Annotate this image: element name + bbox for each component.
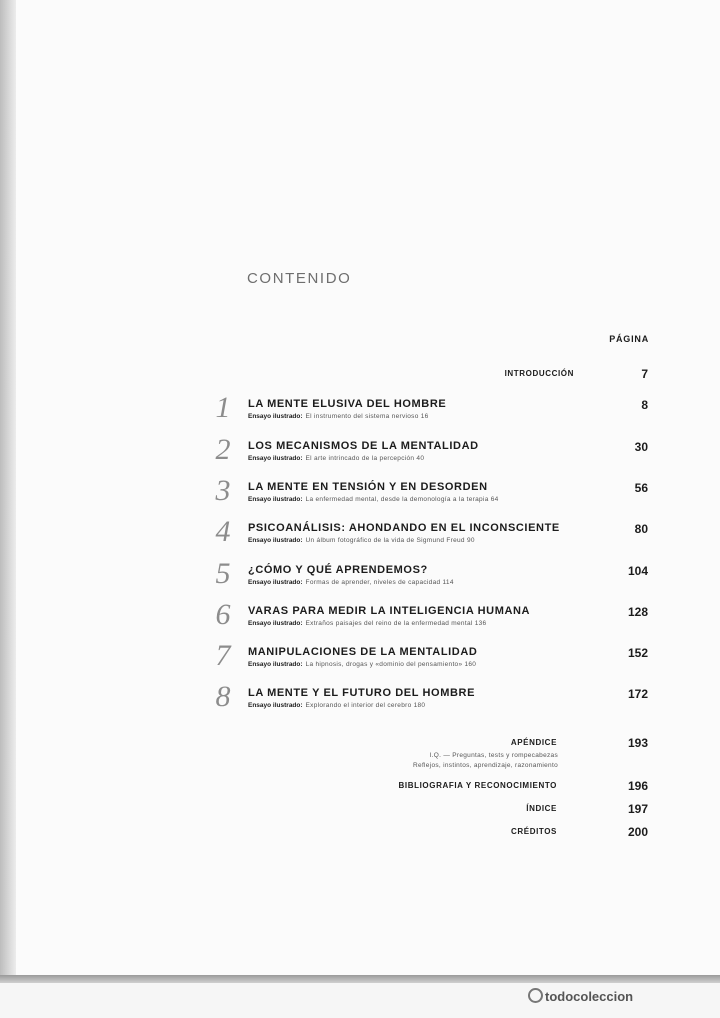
- appendix-label: APÉNDICE: [510, 738, 557, 747]
- toc-appendix-row[interactable]: [0, 736, 720, 752]
- toc-bibliography-row[interactable]: [0, 779, 720, 795]
- chapter-title: MANIPULACIONES DE LA MENTALIDAD: [248, 646, 478, 658]
- page-edge-shadow: [0, 975, 720, 983]
- chapter-number: 8: [215, 680, 231, 713]
- chapter-title: LA MENTE Y EL FUTURO DEL HOMBRE: [248, 687, 476, 699]
- chapter-number: 6: [215, 598, 231, 631]
- chapter-page: 80: [634, 522, 648, 536]
- watermark: [528, 988, 633, 1004]
- essay-label: Ensayo ilustrado:: [248, 496, 303, 503]
- essay-label: Ensayo ilustrado:: [248, 455, 303, 462]
- bibliography-label: BIBLIOGRAFIA Y RECONOCIMIENTO: [398, 781, 557, 790]
- essay-line: [248, 702, 425, 709]
- chapter-page: 30: [634, 440, 648, 454]
- essay-label: Ensayo ilustrado:: [248, 537, 303, 544]
- bibliography-page: 196: [627, 779, 648, 793]
- chapter-title: VARAS PARA MEDIR LA INTELIGENCIA HUMANA: [248, 605, 531, 617]
- credits-label: CRÉDITOS: [511, 827, 557, 836]
- toc-chapter-1[interactable]: [0, 391, 720, 438]
- essay-label: Ensayo ilustrado:: [248, 702, 303, 709]
- essay-label: Ensayo ilustrado:: [248, 579, 303, 586]
- chapter-page: 152: [627, 646, 648, 660]
- toc-chapter-6[interactable]: [0, 598, 720, 645]
- essay-label: Ensayo ilustrado:: [248, 620, 303, 627]
- chapter-title: LA MENTE ELUSIVA DEL HOMBRE: [248, 398, 447, 410]
- chapter-title: PSICOANÁLISIS: AHONDANDO EN EL INCONSCIENTE: [248, 522, 560, 534]
- essay-title: El arte intrincado de la percepción 40: [305, 455, 425, 462]
- essay-label: Ensayo ilustrado:: [248, 413, 303, 420]
- chapter-number: 7: [215, 639, 231, 672]
- essay-line: [248, 579, 454, 586]
- essay-line: [248, 620, 486, 627]
- essay-label: Ensayo ilustrado:: [248, 661, 303, 668]
- essay-title: Extraños paisajes del reino de la enfermedad mental 136: [305, 620, 487, 627]
- watermark-logo-icon: [528, 988, 543, 1003]
- essay-title: La hipnosis, drogas y «dominio del pensamiento» 160: [305, 661, 477, 668]
- index-label: ÍNDICE: [526, 804, 557, 813]
- index-page: 197: [627, 802, 648, 816]
- toc-chapter-8[interactable]: [0, 680, 720, 727]
- appendix-subline-2: Reflejos, instintos, aprendizaje, razonamiento: [413, 762, 558, 769]
- chapter-title: ¿CÓMO Y QUÉ APRENDEMOS?: [248, 564, 428, 576]
- essay-line: [248, 455, 424, 462]
- chapter-number: 4: [215, 515, 231, 548]
- essay-line: [248, 413, 429, 420]
- chapter-number: 1: [215, 391, 231, 424]
- appendix-subline-1: I.Q. — Preguntas, tests y rompecabezas: [429, 752, 558, 759]
- chapter-title: LOS MECANISMOS DE LA MENTALIDAD: [248, 440, 479, 452]
- intro-page: 7: [641, 367, 648, 381]
- chapter-number: 2: [215, 433, 231, 466]
- chapter-page: 8: [641, 398, 648, 412]
- page-column-header: PÁGINA: [609, 334, 649, 344]
- toc-chapter-2[interactable]: [0, 433, 720, 480]
- chapter-page: 128: [627, 605, 648, 619]
- essay-line: [248, 537, 475, 544]
- toc-chapter-3[interactable]: [0, 474, 720, 521]
- toc-intro-row[interactable]: [0, 367, 720, 383]
- toc-chapter-5[interactable]: [0, 557, 720, 604]
- essay-line: [248, 496, 499, 503]
- toc-index-row[interactable]: [0, 802, 720, 818]
- essay-title: La enfermedad mental, desde la demonología a la terapia 64: [305, 496, 499, 503]
- appendix-page: 193: [627, 736, 648, 750]
- toc-chapter-7[interactable]: [0, 639, 720, 686]
- essay-title: El instrumento del sistema nervioso 16: [305, 413, 429, 420]
- chapter-number: 3: [215, 474, 231, 507]
- essay-title: Formas de aprender, niveles de capacidad 114: [305, 579, 454, 586]
- toc-chapter-4[interactable]: [0, 515, 720, 562]
- essay-title: Un álbum fotográfico de la vida de Sigmund Freud 90: [305, 537, 475, 544]
- chapter-number: 5: [215, 557, 231, 590]
- page-title: CONTENIDO: [247, 270, 352, 287]
- essay-title: Explorando el interior del cerebro 180: [305, 702, 426, 709]
- toc-credits-row[interactable]: [0, 825, 720, 841]
- credits-page: 200: [627, 825, 648, 839]
- chapter-page: 104: [627, 564, 648, 578]
- essay-line: [248, 661, 476, 668]
- watermark-text: todocoleccion: [545, 989, 634, 1004]
- chapter-title: LA MENTE EN TENSIÓN Y EN DESORDEN: [248, 481, 488, 493]
- chapter-page: 56: [634, 481, 648, 495]
- intro-label: INTRODUCCIÓN: [504, 369, 574, 378]
- chapter-page: 172: [627, 687, 648, 701]
